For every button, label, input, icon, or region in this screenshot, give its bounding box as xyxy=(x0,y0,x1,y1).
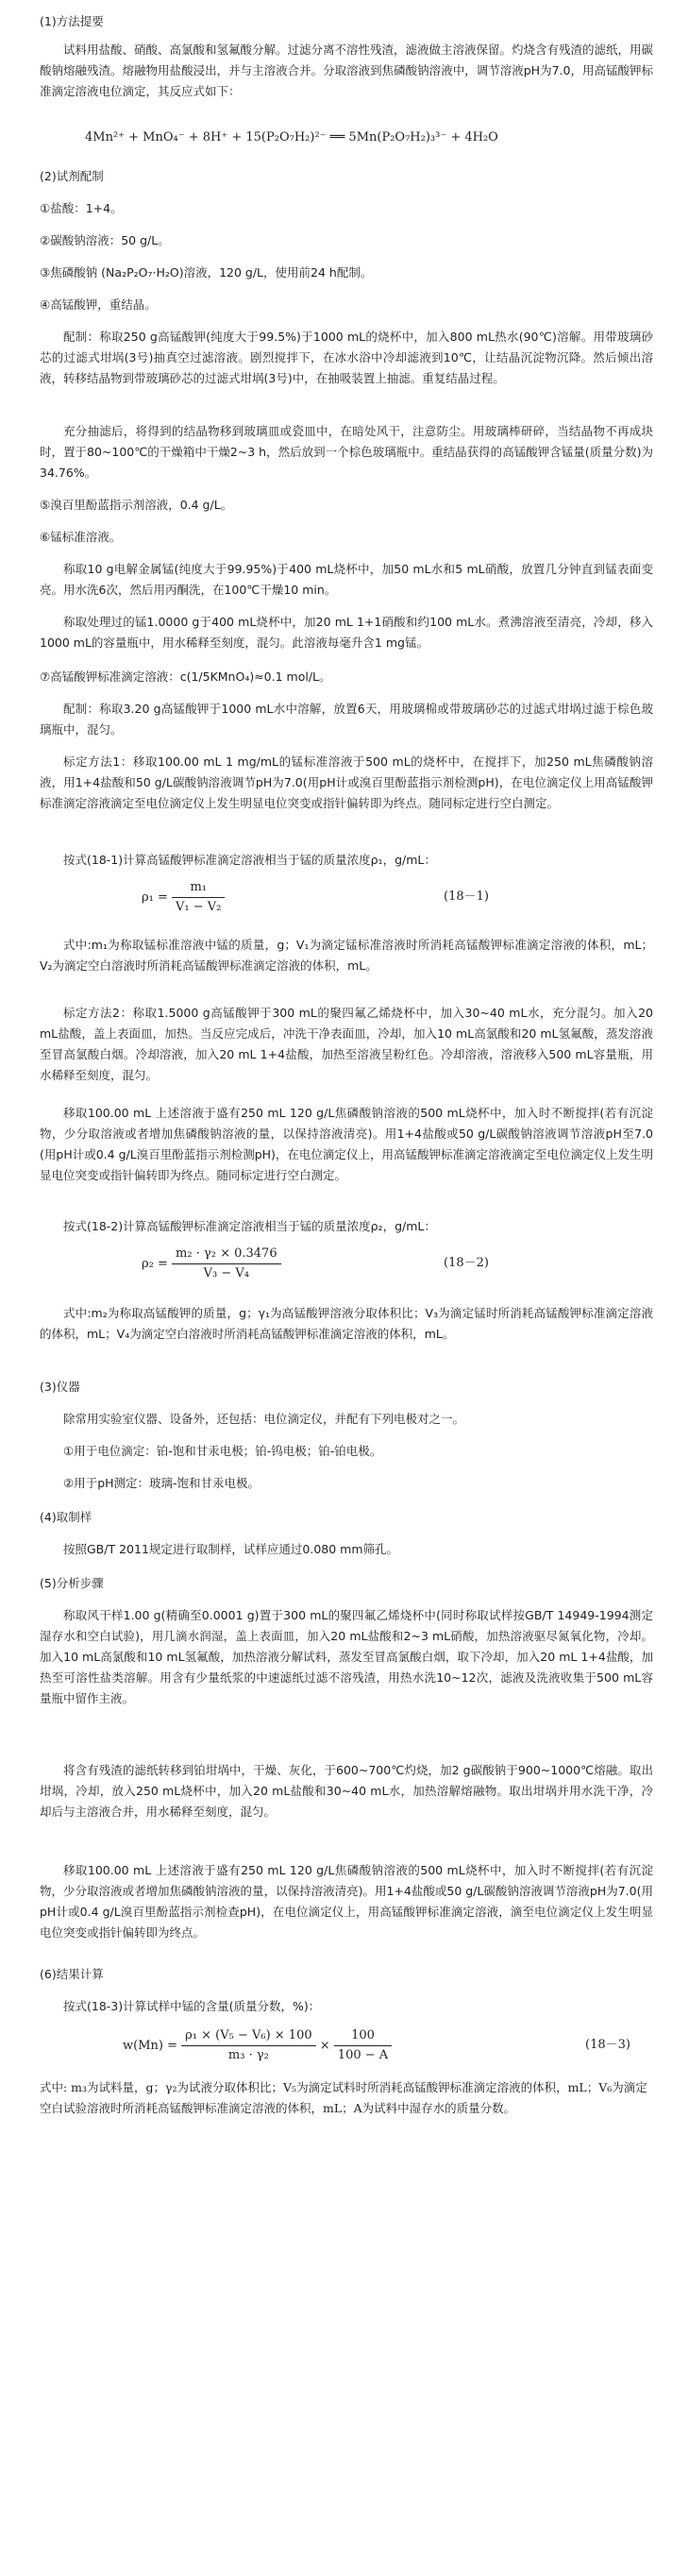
section-heading-calculation: (6)结果计算 xyxy=(40,1967,104,1981)
reagent-5: ⑤溴百里酚蓝指示剂溶液，0.4 g/L。 xyxy=(40,498,233,512)
formula-18-2-legend: 式中:m₂为称取高锰酸钾的质量，g；γ₁为高锰酸钾溶液分取体积比；V₃为滴定锰时所消耗高锰酸钾标准滴定溶液的体积，mL；V₄为滴定空白溶液时所消耗高锰酸钾标准滴定溶液的体积，mL。 xyxy=(40,1306,653,1341)
equation-18-1-number: (18－1) xyxy=(444,890,489,904)
eq3-denominator-2: 100 − A xyxy=(337,2048,389,2062)
procedure-step-3: 移取100.00 mL 上述溶液于盛有250 mL 120 g/L焦磷酸钠溶液的500 mL烧杯中，加入时不断搅拌(若有沉淀物，少分取溶液或者增加焦磷酸钠溶液的量，以保持溶液清亮)。用1+4盐酸或50 g/L碳酸钠溶液调节溶液pH为7.0(用pH计或0.4 g/L溴百里酚蓝指示剂检查pH)，在电位滴定仪上，用高锰酸钾标准滴定溶液，滴至电位滴定仪上发生明显电位突变或指针偏转即为终点。 xyxy=(40,1863,653,1940)
formula-18-3-legend: 式中: m₃为试料量，g；γ₂为试液分取体积比；V₅为滴定试料时所消耗高锰酸钾标准滴定溶液的体积，mL；V₆为滴定空白试验溶液时所消耗高锰酸钾标准滴定溶液的体积，mL；A为试料中湿存水的质量分数。 xyxy=(40,2080,647,2115)
calibration-method-2: 标定方法2：称取1.5000 g高锰酸钾于300 mL的聚四氟乙烯烧杯中，加入30~40 mL水，充分混匀。加入20 mL盐酸，盖上表面皿，加热。当反应完成后，冲洗干净表面皿，冷却，加入10 mL高氯酸和20 mL氢氟酸，蒸发溶液至冒高氯酸白烟。冷却溶液，加入20 mL 1+4盐酸，加热至溶液呈粉红色。冷却溶液，溶液移入500 mL容量瓶，用水稀释至刻度，混匀。 xyxy=(40,1006,653,1082)
reagent-7: ⑦高锰酸钾标准滴定溶液：c(1/5KMnO₄)≈0.1 mol/L。 xyxy=(40,669,331,684)
equation-18-3 xyxy=(123,2026,392,2065)
reagent-6-solution: 称取处理过的锰1.0000 g于400 mL烧杯中，加20 mL 1+1硝酸和约100 mL水。煮沸溶液至清亮，冷却，移入1000 mL的容量瓶中，用水稀释至刻度，混匀。此溶液每毫升含1 mg锰。 xyxy=(40,615,653,650)
eq1-denominator: V₁ − V₂ xyxy=(176,900,222,914)
eq2-denominator: V₃ − V₄ xyxy=(203,1266,249,1280)
apparatus-electrodes-2: ②用于pH测定：玻璃-饱和甘汞电极。 xyxy=(63,1476,260,1490)
reagent-2: ②碳酸钠溶液：50 g/L。 xyxy=(40,233,170,247)
formula-18-3-intro: 按式(18-3)计算试样中锰的含量(质量分数，%)： xyxy=(63,1999,321,2013)
section-heading-reagents: (2)试剂配制 xyxy=(40,169,104,183)
section-heading-method: (1)方法提要 xyxy=(40,14,104,28)
formula-18-1-intro: 按式(18-1)计算高锰酸钾标准滴定溶液相当于锰的质量浓度ρ₁，g/mL： xyxy=(63,853,436,867)
eq2-lhs: ρ₂ = xyxy=(142,1257,168,1271)
reagent-6: ⑥锰标准溶液。 xyxy=(40,530,122,544)
eq3-lhs: w(Mn) = xyxy=(123,2039,177,2053)
equation-18-2 xyxy=(142,1245,281,1283)
section-heading-sampling: (4)取制样 xyxy=(40,1510,92,1524)
eq3-fraction-1 xyxy=(181,2026,315,2065)
eq3-times: × xyxy=(319,2039,330,2053)
eq2-fraction xyxy=(172,1245,281,1283)
calibration-method-1: 标定方法1：移取100.00 mL 1 mg/mL的锰标准溶液于500 mL的烧杯中，在搅拌下，加250 mL焦磷酸钠溶液，用1+4盐酸和50 g/L碳酸钠溶液调节pH为7.0(用pH计或溴百里酚蓝指示剂检测pH)，在电位滴定仪上用高锰酸钾标准滴定溶液滴定至电位滴定仪上发生明显电位突变或指针偏转即为终点。随同标定进行空白测定。 xyxy=(40,754,653,810)
eq1-numerator: m₁ xyxy=(172,878,225,898)
reagent-4: ④高锰酸钾，重结晶。 xyxy=(40,297,157,312)
equation-18-3-number: (18－3) xyxy=(585,2038,630,2052)
procedure-step-1: 称取风干样1.00 g(精确至0.0001 g)置于300 mL的聚四氟乙烯烧杯中(同时称取试样按GB/T 14949-1994测定湿存水和空白试验)，用几滴水润湿，盖上表面皿，加入20 mL盐酸和2~3 mL硝酸，加热溶液驱尽氮氧化物，冷却。加入10 mL高氯酸和10 mL氢氟酸，加热溶液分解试料，蒸发至冒高氯酸白烟，取下冷却，加入20 mL 1+4盐酸，加热至可溶性盐类溶解。用含有少量纸浆的中速滤纸过滤不溶残渣，用热水洗10~12次，滤液及洗液收集于500 mL容量瓶中留作主液。 xyxy=(40,1608,653,1705)
reagent-4-prep: 配制：称取250 g高锰酸钾(纯度大于99.5%)于1000 mL的烧杯中，加入800 mL热水(90℃)溶解。用带玻璃砂芯的过滤式坩埚(3号)抽真空过滤溶液。剧烈搅拌下，在冰水浴中冷却滤液到10℃，让结晶沉淀物沉降。然后倾出溶液，转移结晶物到带玻璃砂芯的过滤式坩埚(3号)中，在抽吸装置上抽滤。重复结晶过程。 xyxy=(40,330,653,385)
method-summary: 试料用盐酸、硝酸、高氯酸和氢氟酸分解。过滤分离不溶性残渣，滤液做主溶液保留。灼烧含有残渣的滤纸，用碳酸钠熔融残渣。熔融物用盐酸浸出，并与主溶液合并。分取溶液到焦磷酸钠溶液中，调节溶液pH为7.0，用高锰酸钾标准滴定溶液电位滴定，其反应式如下： xyxy=(40,42,654,98)
reaction-equation: 4Mn²⁺ + MnO₄⁻ + 8H⁺ + 15(P₂O₇H₂)²⁻ ══ 5Mn(P₂O₇H₂)₃³⁻ + 4H₂O xyxy=(85,130,498,144)
formula-18-1-legend: 式中:m₁为称取锰标准溶液中锰的质量，g；V₁为滴定锰标准溶液时所消耗高锰酸钾标准滴定溶液的体积，mL；V₂为滴定空白溶液时所消耗高锰酸钾标准滴定溶液的体积，mL。 xyxy=(40,938,653,973)
reagent-1: ①盐酸：1+4。 xyxy=(40,201,123,215)
eq1-fraction xyxy=(172,878,225,917)
reagent-3: ③焦磷酸钠 (Na₂P₂O₇·H₂O)溶液，120 g/L，使用前24 h配制。 xyxy=(40,265,373,280)
section-heading-procedure: (5)分析步骤 xyxy=(40,1576,104,1590)
section-heading-apparatus: (3)仪器 xyxy=(40,1380,80,1394)
eq3-numerator: ρ₁ × (V₅ − V₆) × 100 xyxy=(181,2026,315,2046)
eq1-lhs: ρ₁ = xyxy=(142,890,168,905)
reagent-7-prep: 配制：称取3.20 g高锰酸钾于1000 mL水中溶解，放置6天，用玻璃棉或带玻璃砂芯的过滤式坩埚过滤于棕色玻璃瓶中，混匀。 xyxy=(40,702,653,737)
equation-18-1 xyxy=(142,878,225,917)
apparatus-intro: 除常用实验室仪器、设备外，还包括：电位滴定仪，并配有下列电极对之一。 xyxy=(63,1412,465,1426)
eq2-numerator: m₂ · γ₂ × 0.3476 xyxy=(172,1245,281,1264)
procedure-step-2: 将含有残渣的滤纸转移到铂坩埚中，干燥、灰化，于600~700℃灼烧，加2 g碳酸钠于900~1000℃熔融。取出坩埚，冷却，放入250 mL烧杯中，加入20 mL盐酸和30~40 mL水，加热溶解熔融物。取出坩埚并用水洗干净，冷却后与主溶液合并，用水稀释至刻度，混匀。 xyxy=(40,1763,653,1819)
eq3-denominator: m₃ · γ₂ xyxy=(227,2048,269,2062)
eq3-fraction-2 xyxy=(334,2026,392,2065)
reagent-4-drying: 充分抽滤后，将得到的结晶物移到玻璃皿或瓷皿中，在暗处风干，注意防尘。用玻璃棒研碎，当结晶物不再成块时，置于80~100℃的干燥箱中干燥2~3 h，然后放到一个棕色玻璃瓶中。重结晶获得的高锰酸钾含锰量(质量分数)为34.76%。 xyxy=(40,424,653,480)
eq3-numerator-2: 100 xyxy=(334,2026,392,2046)
equation-18-2-number: (18－2) xyxy=(444,1256,489,1270)
calibration-method-2-titration: 移取100.00 mL 上述溶液于盛有250 mL 120 g/L焦磷酸钠溶液的500 mL烧杯中，加入时不断搅拌(若有沉淀物，少分取溶液或者增加焦磷酸钠溶液的量，以保持溶液清亮)。用1+4盐酸或50 g/L碳酸钠溶液调节溶液pH至7.0 (用pH计或0.4 g/L溴百里酚蓝指示剂检测pH)，在电位滴定仪上，用高锰酸钾标准滴定溶液滴定至电位滴定仪上发生明显电位突变或指针偏转即为终点。随同标定进行空白测定。 xyxy=(40,1106,653,1182)
sampling-text: 按照GB/T 2011规定进行取制样，试样应通过0.080 mm筛孔。 xyxy=(63,1542,399,1556)
reagent-6-cleaning: 称取10 g电解金属锰(纯度大于99.95%)于400 mL烧杯中，加50 mL水和5 mL硝酸，放置几分钟直到锰表面变亮。用水洗6次，然后用丙酮洗，在100℃干燥10 min。 xyxy=(40,562,653,597)
formula-18-2-intro: 按式(18-2)计算高锰酸钾标准滴定溶液相当于锰的质量浓度ρ₂，g/mL： xyxy=(63,1219,436,1233)
apparatus-electrodes-1: ①用于电位滴定：铂-饱和甘汞电极；铂-钨电极；铂-铂电极。 xyxy=(63,1444,382,1458)
